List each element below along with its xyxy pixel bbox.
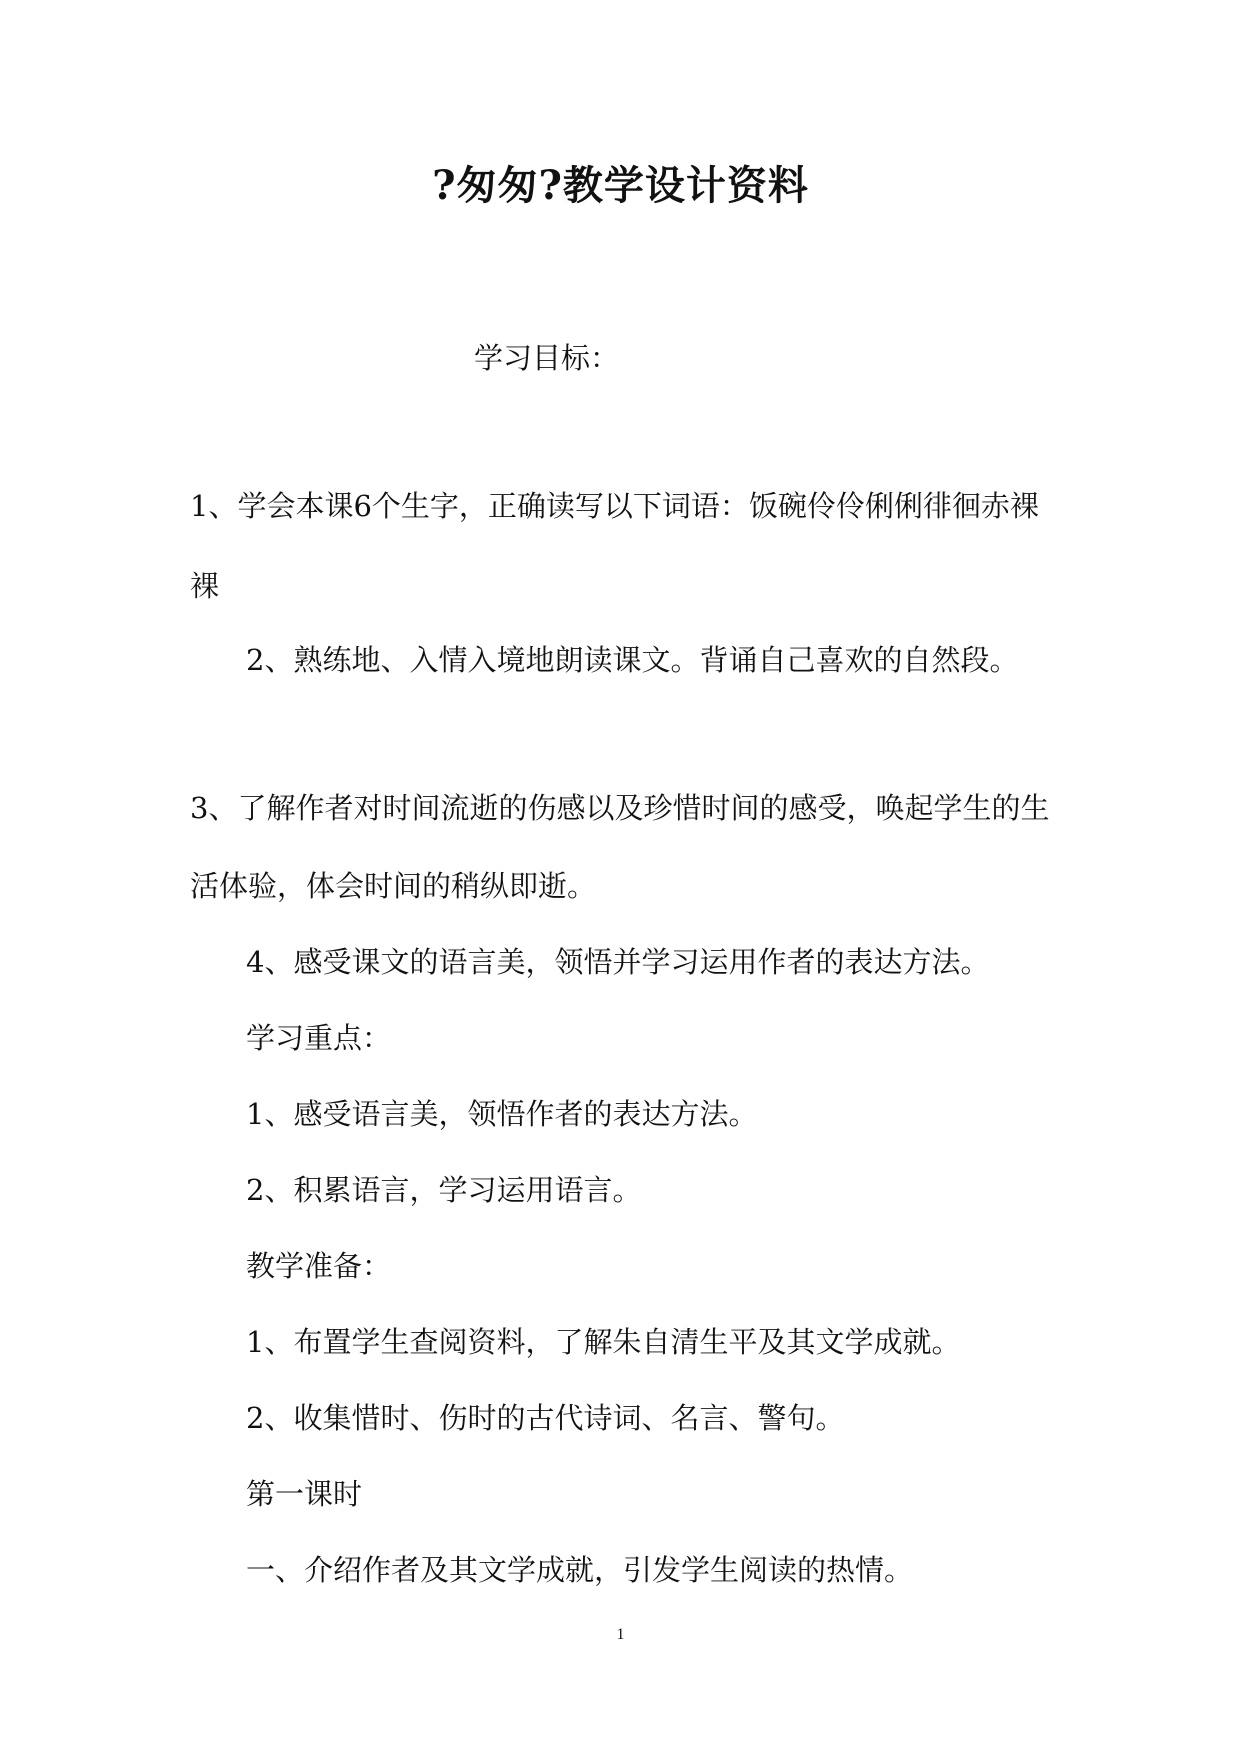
objective-2: 2、熟练地、入情入境地朗读课文。背诵自己喜欢的自然段。	[246, 643, 1019, 677]
objective-3-line-2: 活体验，体会时间的稍纵即逝。	[190, 869, 597, 903]
key-point-2: 2、积累语言，学习运用语言。	[246, 1173, 642, 1207]
key-points-heading: 学习重点：	[246, 1021, 392, 1055]
preparation-heading: 教学准备：	[246, 1249, 392, 1283]
objective-1-line-2: 裸	[190, 569, 220, 603]
preparation-2: 2、收集惜时、伤时的古代诗词、名言、警句。	[246, 1401, 845, 1435]
objective-3-line-1: 3、了解作者对时间流逝的伤感以及珍惜时间的感受，唤起学生的生	[190, 791, 1050, 825]
lesson-heading: 第一课时	[246, 1477, 363, 1511]
objectives-heading: 学习目标：	[474, 341, 620, 375]
objective-4: 4、感受课文的语言美，领悟并学习运用作者的表达方法。	[246, 945, 990, 979]
preparation-1: 1、布置学生查阅资料，了解朱自清生平及其文学成就。	[246, 1325, 961, 1359]
objective-1-line-1: 1、学会本课6个生字，正确读写以下词语：饭碗伶伶俐俐徘徊赤裸	[190, 489, 1039, 523]
document-title: ?匆匆?教学设计资料	[432, 162, 809, 209]
page-number: 1	[616, 1626, 625, 1643]
lesson-step-1: 一、介绍作者及其文学成就，引发学生阅读的热情。	[246, 1553, 914, 1587]
key-point-1: 1、感受语言美，领悟作者的表达方法。	[246, 1097, 758, 1131]
